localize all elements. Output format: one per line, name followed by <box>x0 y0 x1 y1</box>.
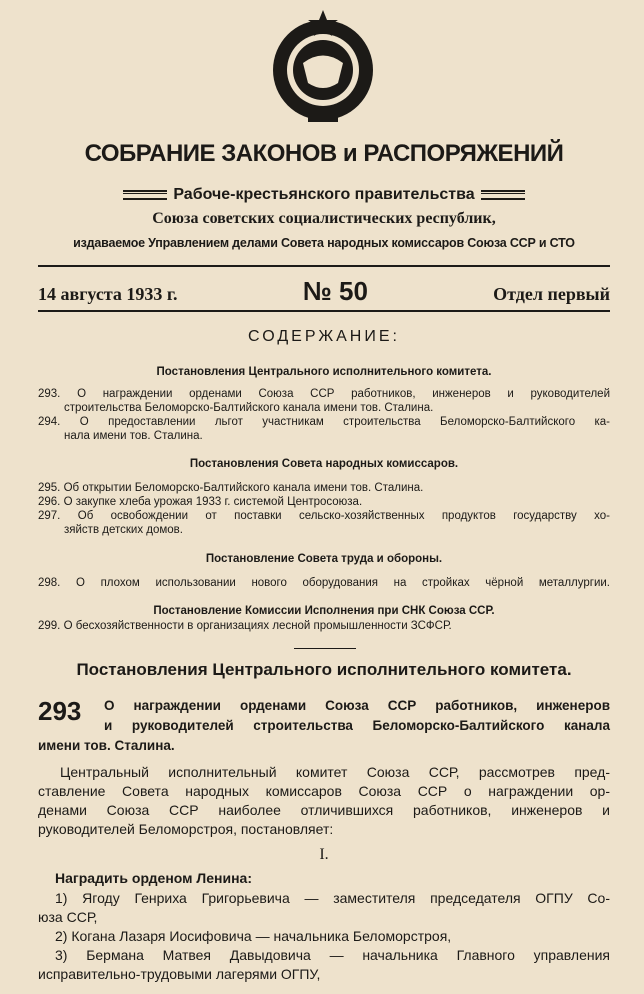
contents-item[interactable] <box>38 620 610 632</box>
award-line: юза ССР, <box>38 909 98 925</box>
preamble-line: денами Союза ССР наиболее отличившихся работников, инженеров и <box>38 802 610 818</box>
article-title-line: имени тов. Сталина. <box>38 738 175 753</box>
item-text: О награждении орденами Союза ССР работников, инженеров и руководителей <box>77 388 611 400</box>
divider <box>481 190 525 200</box>
award-line: исправительно-трудовыми лагерями ОГПУ, <box>38 966 321 982</box>
item-text: О закупке хлеба урожая 1933 г. системой Центросоюза. <box>63 496 363 508</box>
part-number: I. <box>319 846 329 863</box>
award-line: 3) Бермана Матвея Давыдовича — начальника Главного управления <box>55 947 610 963</box>
section-title: Постановления Центрального исполнительного комитета. <box>76 660 572 679</box>
contents-heading: СОДЕРЖАНИЕ: <box>248 328 400 345</box>
item-text: Об освобождении от поставки сельско-хозяйственных продуктов государству хо- <box>77 510 610 522</box>
divider <box>38 310 610 312</box>
contents-group-title: Постановление Комиссии Исполнения при СНК Союза ССР. <box>153 605 495 617</box>
contents-group-title: Постановления Центрального исполнительного комитета. <box>156 366 492 378</box>
subtitle-2: Союза советских социалистических республик, <box>152 210 496 227</box>
contents-item[interactable] <box>38 510 610 522</box>
item-text: строительства Беломорско-Балтийского канала имени тов. Сталина. <box>64 402 434 414</box>
item-text: Об открытии Беломорско-Балтийского канала имени тов. Сталина. <box>63 482 424 494</box>
divider <box>294 648 356 649</box>
item-text: зяйств детских домов. <box>64 524 183 536</box>
preamble-line: Центральный исполнительный комитет Союза ССР, рассмотрев пред- <box>60 764 610 780</box>
article-number: 293 <box>38 696 82 726</box>
contents-item[interactable] <box>38 496 610 508</box>
subtitle-1 <box>38 186 610 204</box>
item-text: О бесхозяйственности в организациях лесной промышленности ЗСФСР. <box>63 620 452 632</box>
issue-number: № 50 <box>302 276 368 306</box>
divider <box>123 190 167 200</box>
section-label: Отдел первый <box>493 284 610 304</box>
contents-item[interactable] <box>38 416 610 428</box>
item-text: нала имени тов. Сталина. <box>64 430 203 442</box>
item-number: 296. <box>38 496 61 508</box>
preamble-line: ставление Совета народных комиссаров Союза ССР о награждении ор- <box>38 783 610 799</box>
subtitle-text: Рабоче-крестьянского правительства <box>173 186 475 203</box>
item-number: 295. <box>38 482 61 494</box>
award-line: 1) Ягоду Генриха Григорьевича — заместителя председателя ОГПУ Со- <box>55 890 610 906</box>
publication-title: СОБРАНИЕ ЗАКОНОВ и РАСПОРЯЖЕНИЙ <box>84 140 564 167</box>
item-number: 293. <box>38 388 61 400</box>
item-number: 294. <box>38 416 61 428</box>
contents-group-title: Постановления Совета народных комиссаров. <box>189 458 459 470</box>
state-emblem-icon <box>268 8 378 126</box>
contents-item[interactable] <box>38 388 610 400</box>
article-title-line: и руководителей строительства Беломорско-Балтийского канала <box>104 718 610 733</box>
award-line: 2) Когана Лазаря Иосифовича — начальника Беломорстроя, <box>55 928 452 944</box>
contents-item[interactable] <box>38 482 610 494</box>
issue-row <box>38 276 610 307</box>
article-title-line: О награждении орденами Союза ССР работников, инженеров <box>104 698 610 713</box>
item-text: О плохом использовании нового оборудования на стройках чёрной металлургии. <box>76 577 610 589</box>
contents-group-title: Постановление Совета труда и обороны. <box>205 553 443 565</box>
item-number: 299. <box>38 620 61 632</box>
item-number: 297. <box>38 510 61 522</box>
award-heading: Наградить орденом Ленина: <box>55 870 252 886</box>
preamble-line: руководителей Беломорстроя, постановляет: <box>38 821 334 837</box>
contents-item[interactable] <box>38 577 610 589</box>
subtitle-3: издаваемое Управлением делами Совета народных комиссаров Союза ССР и СТО <box>73 236 575 250</box>
issue-date: 14 августа 1933 г. <box>38 284 178 304</box>
item-text: О предоставлении льгот участникам строительства Беломорско-Балтийского ка- <box>79 416 610 428</box>
item-number: 298. <box>38 577 61 589</box>
divider <box>38 265 610 267</box>
